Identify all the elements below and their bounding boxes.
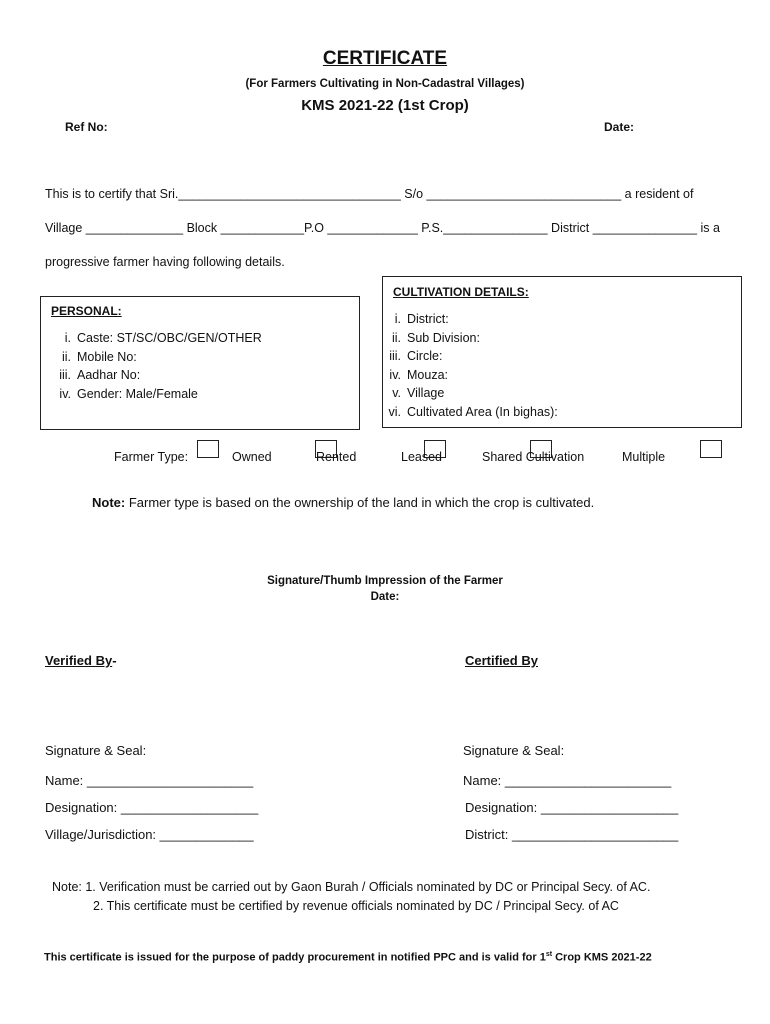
farmer-signature-label: Signature/Thumb Impression of the Farmer (267, 575, 503, 587)
personal-details-box (40, 296, 360, 430)
certificate-title: CERTIFICATE (322, 48, 448, 69)
multiple-checkbox[interactable] (700, 440, 722, 458)
certificate-subtitle: (For Farmers Cultivating in Non-Cadastral Villages) (245, 78, 525, 90)
note-label: Note: (92, 495, 126, 510)
list-item: vi. Cultivated Area (In bighas): (388, 404, 558, 419)
list-item: iv. Gender: Male/Female (59, 386, 198, 401)
note-text: Farmer type is based on the ownership of the land in which the crop is cultivated. (125, 495, 595, 510)
rented-option-label: Rented (316, 450, 357, 464)
list-item: iii. Circle: (389, 349, 443, 364)
multiple-option-label: Multiple (622, 450, 666, 464)
certified-name-field: Name: _______________________ (463, 773, 672, 788)
certified-signature-label: Signature & Seal: (463, 743, 565, 758)
certified-district-field: District: _______________________ (465, 827, 679, 842)
personal-heading: PERSONAL: (51, 304, 122, 318)
certify-line-1: This is to certify that Sri.________________________________ S/o ____________________________ a resident of (45, 187, 694, 201)
list-item: iv. Mouza: (389, 367, 448, 382)
season-heading: KMS 2021-22 (1st Crop) (301, 97, 469, 114)
owned-option-label: Owned (232, 450, 272, 464)
cultivation-list (383, 310, 558, 421)
certify-line-2: Village ______________ Block ____________P.O _____________ P.S._______________ District _______________ is a (45, 221, 720, 235)
certified-by-heading: Certified By (465, 653, 538, 668)
verified-name-field: Name: _______________________ (45, 773, 254, 788)
cultivation-heading: CULTIVATION DETAILS: (393, 285, 529, 299)
owned-checkbox[interactable] (197, 440, 219, 458)
ref-no-label: Ref No: (65, 120, 108, 134)
verification-note-2: 2. This certificate must be certified by revenue officials nominated by DC / Principal Secy. of AC (93, 899, 619, 913)
farmer-signature-date-label: Date: (370, 591, 400, 603)
verified-designation-field: Designation: ___________________ (45, 800, 259, 815)
date-label: Date: (604, 120, 635, 134)
verified-signature-label: Signature & Seal: (45, 743, 147, 758)
verified-by-heading: Verified By- (45, 653, 117, 668)
verification-note-1: Note: 1. Verification must be carried out by Gaon Burah / Officials nominated by DC or Principal Secy. of AC. (52, 880, 651, 894)
shared-cultivation-option-label: Shared Cultivation (482, 450, 585, 464)
certify-line-3: progressive farmer having following details. (45, 255, 285, 269)
certified-designation-field: Designation: ___________________ (465, 800, 679, 815)
list-item: ii. Sub Division: (391, 330, 480, 345)
list-item: v. Village (392, 386, 445, 401)
farmer-type-label: Farmer Type: (114, 450, 189, 464)
cultivation-details-box (382, 276, 742, 428)
list-item: i. Caste: ST/SC/OBC/GEN/OTHER (64, 331, 262, 346)
leased-option-label: Leased (401, 450, 443, 464)
validity-footer: This certificate is issued for the purpose of paddy procurement in notified PPC and is valid for 1st Crop KMS 2021-22 (44, 951, 652, 964)
list-item: iii. Aadhar No: (59, 368, 141, 383)
farmer-type-note (92, 495, 594, 510)
list-item: i. District: (394, 312, 449, 327)
verified-jurisdiction-field: Village/Jurisdiction: _____________ (45, 827, 254, 842)
personal-list (53, 329, 262, 403)
list-item: ii. Mobile No: (61, 349, 137, 364)
